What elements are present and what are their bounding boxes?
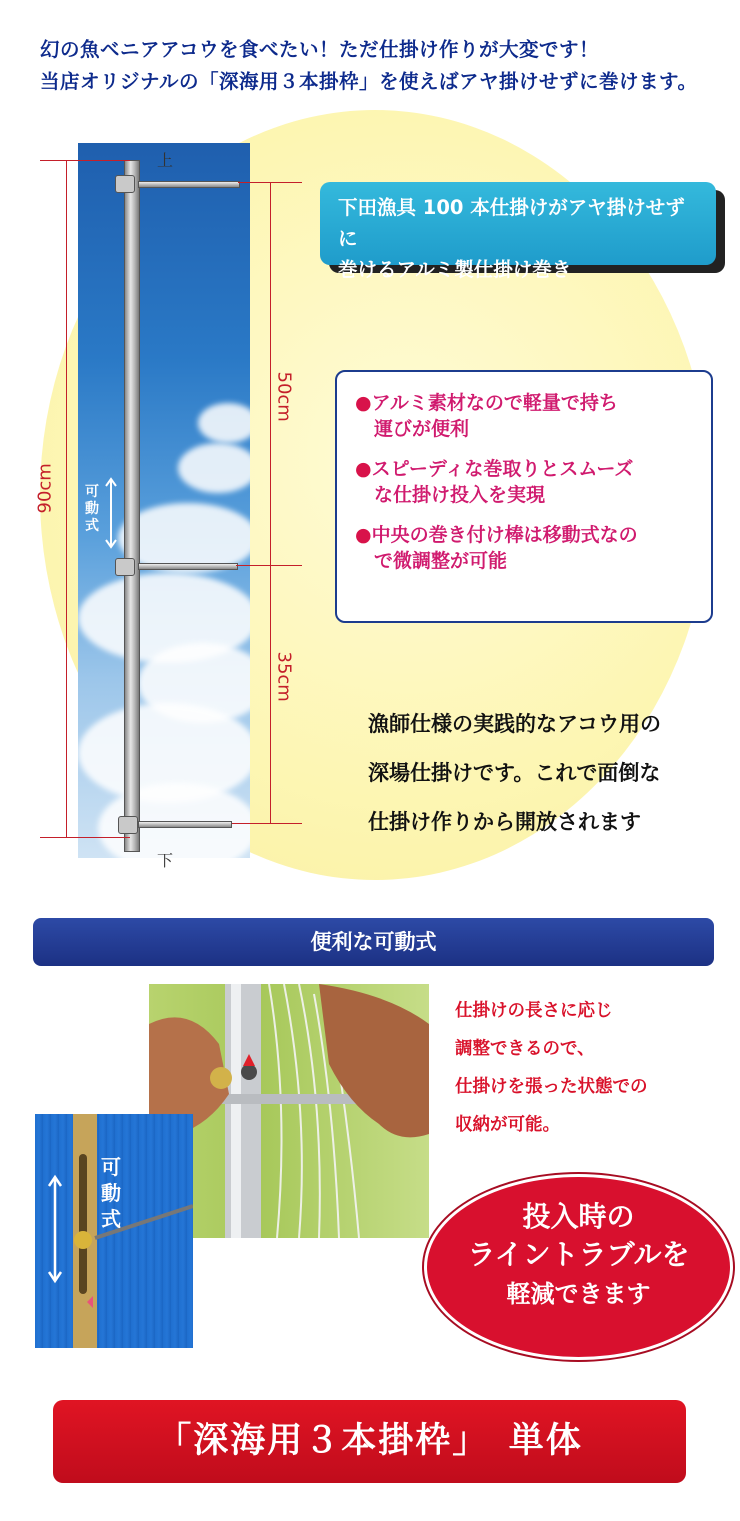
dim-tick-bottom-left bbox=[40, 837, 130, 838]
bottom-label: 下 bbox=[157, 851, 174, 870]
double-arrow-icon bbox=[47, 1174, 63, 1284]
adjustment-line-3: 仕掛けを張った状態での bbox=[455, 1077, 648, 1097]
movable-label-photo: 可動式 bbox=[101, 1155, 121, 1231]
feature-headline-line-2: 巻けるアルミ製仕掛け巻き bbox=[338, 258, 572, 281]
frame-middle-arm bbox=[138, 563, 238, 570]
bullet-icon: ● bbox=[355, 458, 372, 480]
bullet-icon: ● bbox=[355, 524, 372, 546]
bullet-icon: ● bbox=[355, 392, 372, 414]
dim-tick-middle-right bbox=[236, 565, 302, 566]
callout-ellipse bbox=[424, 1174, 733, 1360]
dim-label-total: 90cm bbox=[34, 463, 56, 514]
feature-point-3-line-2: で微調整が可能 bbox=[374, 550, 508, 572]
product-description bbox=[368, 700, 728, 847]
feature-headline-line-1: 下田漁具 100 本仕掛けがアヤ掛けせずに bbox=[338, 196, 685, 250]
callout-line-1: 投入時の bbox=[522, 1200, 635, 1233]
double-arrow-icon bbox=[103, 476, 119, 550]
dim-line-right bbox=[270, 182, 271, 823]
adjustment-line-4: 収納が可能。 bbox=[455, 1115, 560, 1135]
wing-nut-middle bbox=[115, 558, 135, 576]
dim-tick-bottom-right bbox=[232, 823, 302, 824]
frame-bottom-arm bbox=[138, 821, 232, 828]
feature-point-1-line-2: 運びが便利 bbox=[374, 418, 470, 440]
feature-point-2 bbox=[355, 456, 695, 508]
feature-point-3 bbox=[355, 522, 695, 574]
feature-headline-box bbox=[320, 182, 716, 281]
feature-points-box bbox=[335, 370, 713, 623]
feature-point-1-line-1: アルミ素材なので軽量で持ち bbox=[371, 392, 618, 414]
top-label: 上 bbox=[157, 151, 174, 170]
feature-point-2-line-1: スピーディな巻取りとスムーズ bbox=[371, 458, 634, 480]
feature-point-1 bbox=[355, 390, 695, 442]
adjustment-line-2: 調整できるので、 bbox=[455, 1039, 595, 1059]
product-title-footer: 「深海用３本掛枠」 単体 bbox=[53, 1400, 686, 1483]
dim-label-lower: 35cm bbox=[273, 651, 295, 702]
feature-point-2-line-2: な仕掛け投入を実現 bbox=[374, 484, 546, 506]
intro-line-2: 当店オリジナルの「深海用３本掛枠」を使えばアヤ掛けせずに巻けます。 bbox=[40, 70, 698, 93]
movable-label-diagram: 可動式 bbox=[85, 484, 99, 534]
wing-nut-top bbox=[115, 175, 135, 193]
feature-point-3-line-1: 中央の巻き付け棒は移動式なの bbox=[371, 524, 638, 546]
description-line-1: 漁師仕様の実践的なアコウ用の bbox=[368, 712, 661, 736]
frame-top-arm bbox=[138, 181, 240, 188]
nut-bottom bbox=[118, 816, 138, 834]
section-heading-band: 便利な可動式 bbox=[33, 918, 714, 966]
callout-line-2: ライントラブルを bbox=[467, 1238, 690, 1271]
adjustment-description bbox=[455, 992, 725, 1144]
dim-line-total bbox=[66, 160, 67, 837]
intro-text bbox=[40, 34, 730, 98]
adjustment-line-1: 仕掛けの長さに応じ bbox=[455, 1001, 613, 1021]
frame-vertical-bar bbox=[124, 160, 140, 852]
dim-label-upper: 50cm bbox=[273, 371, 295, 422]
callout-line-3: 軽減できます bbox=[506, 1280, 651, 1308]
description-line-3: 仕掛け作りから開放されます bbox=[368, 810, 641, 834]
intro-line-1: 幻の魚ベニアアコウを食べたい！ただ仕掛け作りが大変です！ bbox=[40, 38, 600, 61]
dim-tick-top-left bbox=[40, 160, 130, 161]
description-line-2: 深場仕掛けです。これで面倒な bbox=[368, 761, 661, 785]
photo-movable-closeup bbox=[35, 1114, 193, 1348]
